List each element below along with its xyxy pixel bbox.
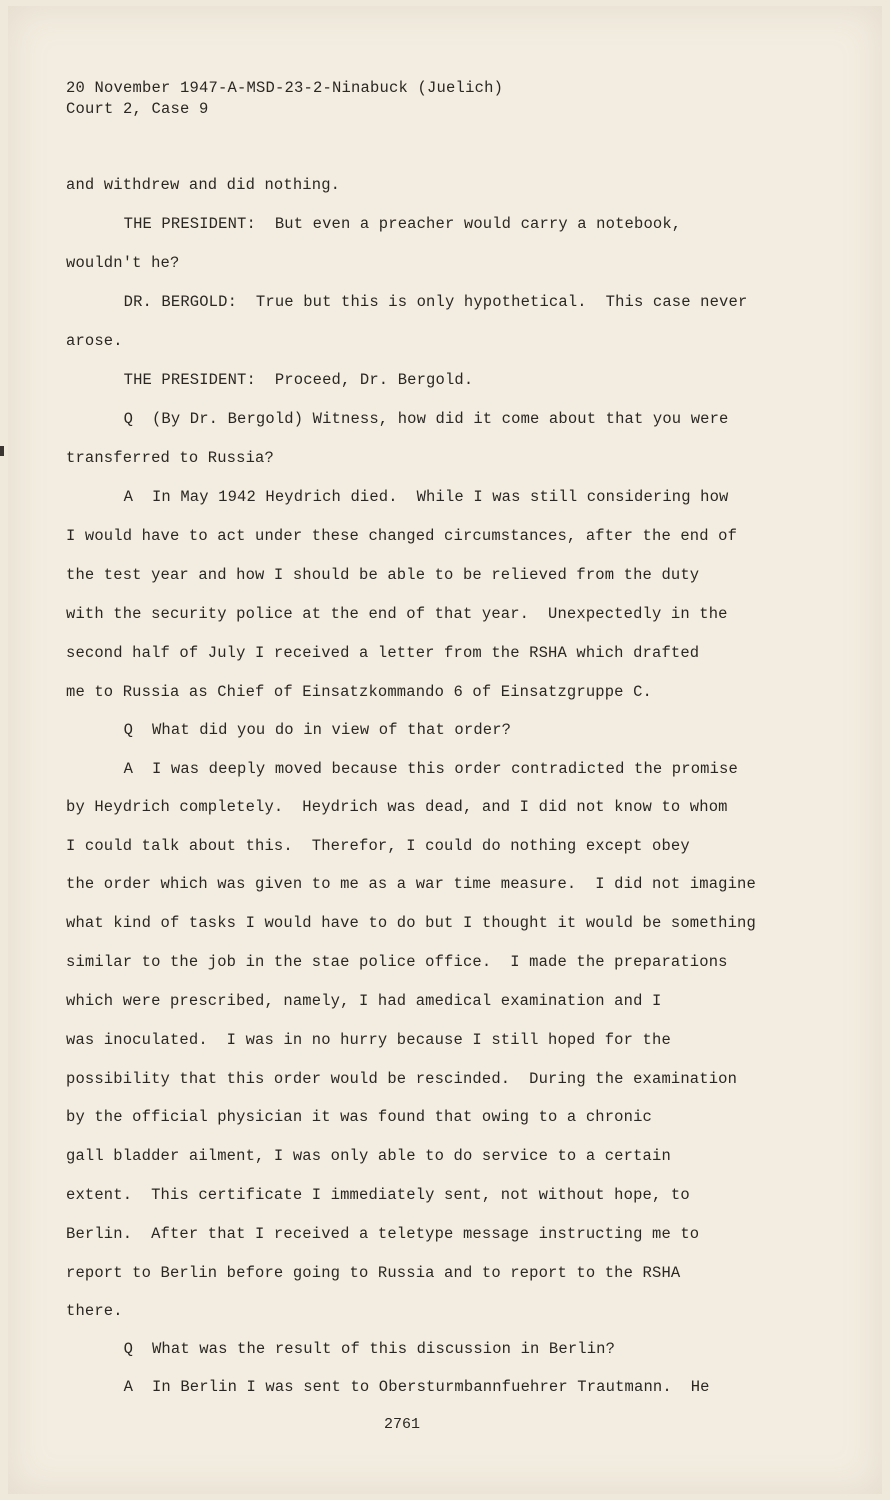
transcript-line: THE PRESIDENT: Proceed, Dr. Bergold. [48, 371, 474, 389]
transcript-line: Q (By Dr. Bergold) Witness, how did it come about that you were [48, 410, 729, 428]
transcript-line: and withdrew and did nothing. [66, 176, 341, 194]
transcript-line: extent. This certificate I immediately sent, not without hope, to [66, 1186, 690, 1204]
transcript-line: by Heydrich completely. Heydrich was dead, and I did not know to whom [66, 798, 728, 816]
transcript-line: wouldn't he? [66, 254, 180, 272]
transcript-line: Q What did you do in view of that order? [48, 721, 512, 739]
margin-mark [0, 446, 4, 456]
transcript-line: A In Berlin I was sent to Obersturmbannfuehrer Trautmann. He [48, 1378, 710, 1396]
transcript-line: gall bladder ailment, I was only able to do service to a certain [66, 1147, 671, 1165]
transcript-line: report to Berlin before going to Russia and to report to the RSHA [66, 1264, 681, 1282]
transcript-line: DR. BERGOLD: True but this is only hypothetical. This case never [48, 293, 748, 311]
transcript-line: was inoculated. I was in no hurry because I still hoped for the [66, 1031, 671, 1049]
transcript-line: transferred to Russia? [66, 449, 274, 467]
transcript-line: A I was deeply moved because this order contradicted the promise [48, 760, 738, 778]
transcript-line: A In May 1942 Heydrich died. While I was still considering how [48, 488, 729, 506]
transcript-line: the test year and how I should be able to be relieved from the duty [66, 566, 700, 584]
transcript-line: the order which was given to me as a war time measure. I did not imagine [66, 875, 756, 893]
transcript-line: Q What was the result of this discussion in Berlin? [48, 1340, 616, 1358]
transcript-line: I could talk about this. Therefor, I could do nothing except obey [66, 837, 690, 855]
transcript-line: Berlin. After that I received a teletype message instructing me to [66, 1225, 700, 1243]
transcript-line: THE PRESIDENT: But even a preacher would carry a notebook, [48, 215, 682, 233]
transcript-line: similar to the job in the stae police office. I made the preparations [66, 953, 728, 971]
transcript-line: I would have to act under these changed circumstances, after the end of [66, 527, 738, 545]
transcript-line: there. [66, 1302, 123, 1320]
transcript-line: by the official physician it was found that owing to a chronic [66, 1108, 652, 1126]
transcript-line: second half of July I received a letter from the RSHA which drafted [66, 644, 700, 662]
transcript-line: which were prescribed, namely, I had amedical examination and I [66, 992, 662, 1010]
page-number: 2761 [384, 1416, 421, 1433]
header-date-line: 20 November 1947-A-MSD-23-2-Ninabuck (Juelich) [66, 79, 504, 97]
transcript-line: arose. [66, 332, 123, 350]
transcript-line: possibility that this order would be rescinded. During the examination [66, 1070, 738, 1088]
transcript-line: with the security police at the end of that year. Unexpectedly in the [66, 605, 728, 623]
transcript-line: what kind of tasks I would have to do but I thought it would be something [66, 914, 756, 932]
transcript-line: me to Russia as Chief of Einsatzkommando 6 of Einsatzgruppe C. [66, 683, 652, 701]
header-court-line: Court 2, Case 9 [66, 100, 209, 118]
